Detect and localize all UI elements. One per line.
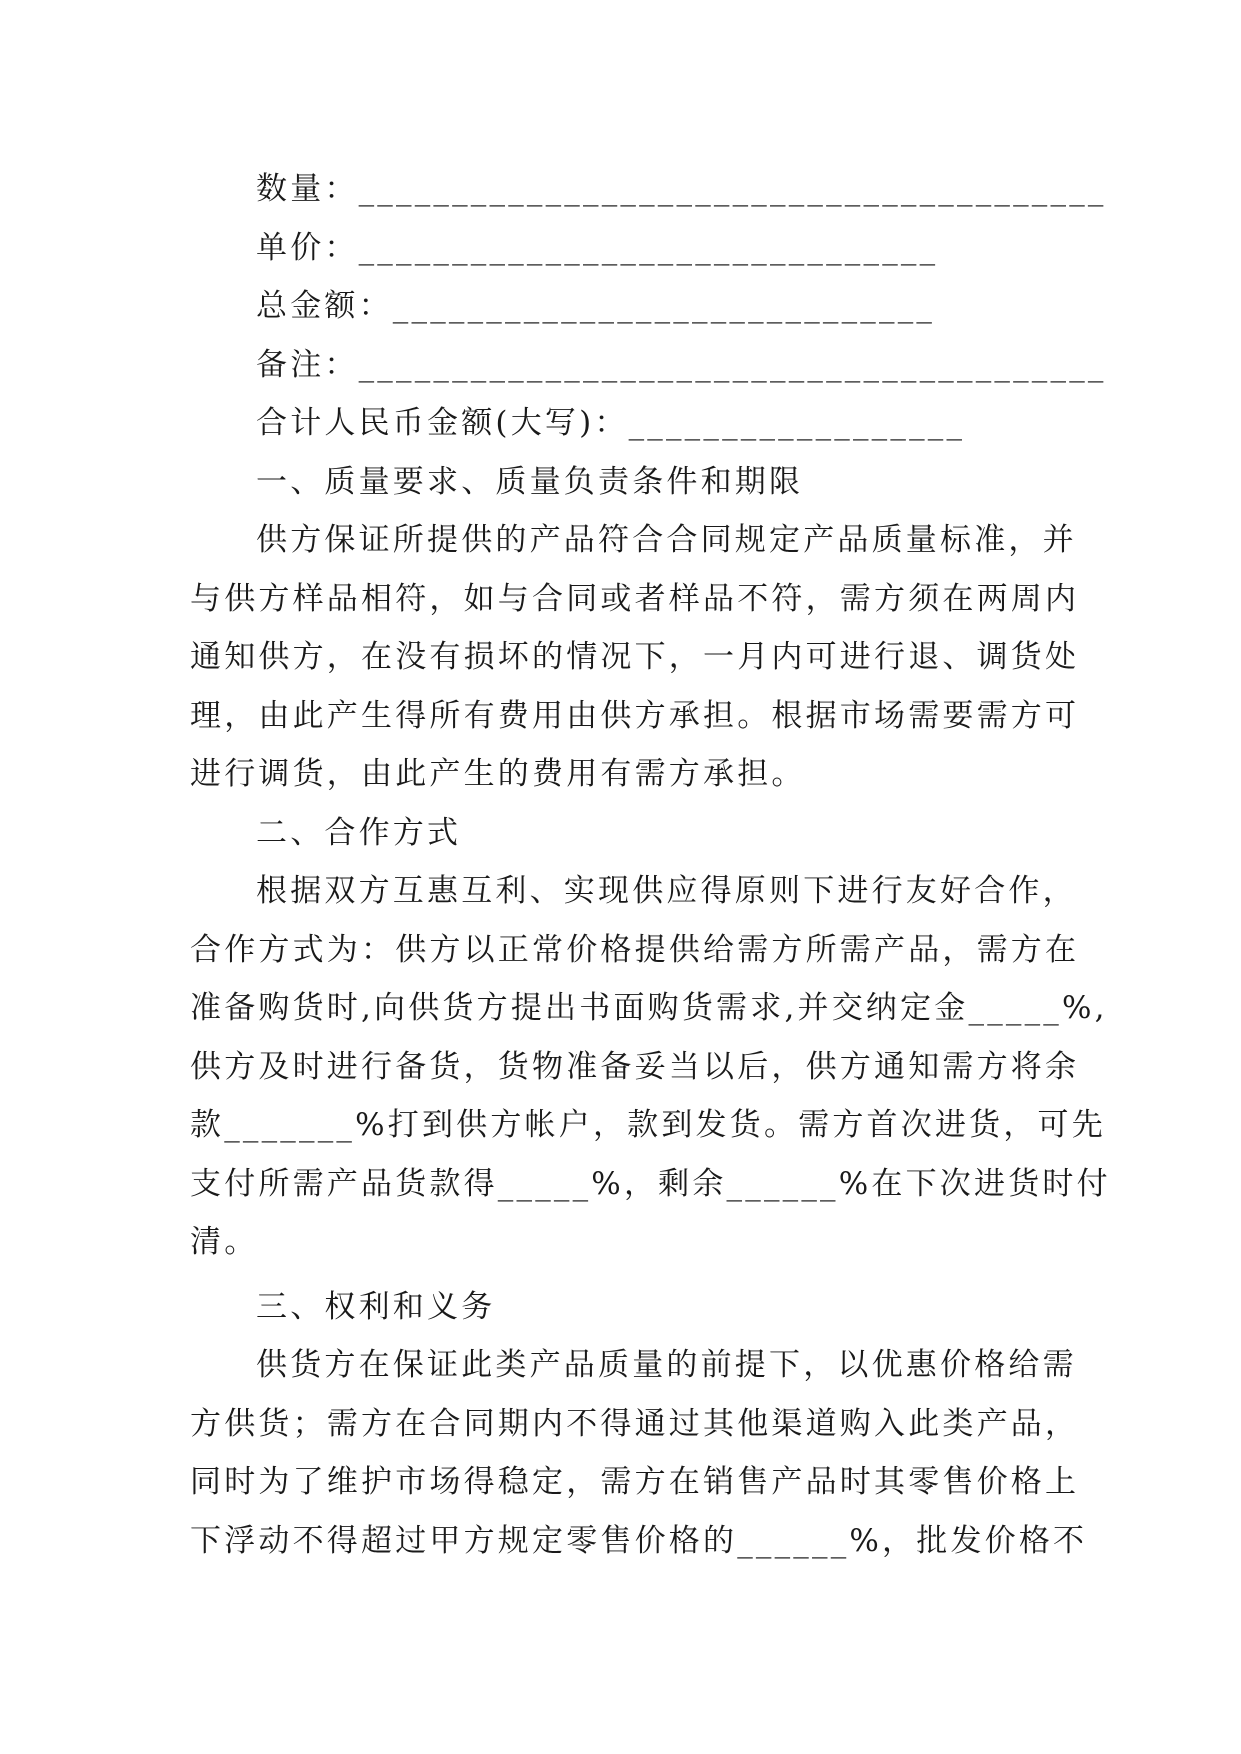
section3-paragraph	[190, 1336, 1088, 1570]
section3-line: 下浮动不得超过甲方规定零售价格的______%，批发价格不	[190, 1522, 1088, 1559]
field-remarks: 备注：________________________________________	[256, 346, 1107, 383]
section2-paragraph	[190, 862, 1111, 1272]
section1-line: 通知供方，在没有损坏的情况下，一月内可进行退、调货处	[190, 639, 1080, 675]
section2-line: 合作方式为：供方以正常价格提供给需方所需产品，需方在	[190, 931, 1080, 968]
section1-line: 供方保证所提供的产品符合合同规定产品质量标准，并	[256, 522, 1077, 558]
section2-line: 清。	[190, 1224, 259, 1260]
section1-line: 理，由此产生得所有费用由供方承担。根据市场需要需方可	[190, 697, 1080, 734]
section2-title: 二、合作方式	[256, 814, 462, 851]
section2-line: 准备购货时,向供货方提出书面购货需求,并交纳定金_____%,	[190, 990, 1108, 1026]
section3-line: 供货方在保证此类产品质量的前提下，以优惠价格给需	[256, 1347, 1077, 1383]
section3-line: 方供货；需方在合同期内不得通过其他渠道购入此类产品，	[190, 1405, 1080, 1442]
section2-line: 根据双方互惠互利、实现供应得原则下进行友好合作，	[256, 873, 1077, 909]
field-quantity: 数量：________________________________________	[256, 171, 1107, 207]
field-unit-price: 单价：_______________________________	[256, 229, 939, 266]
section1-line: 进行调货，由此产生的费用有需方承担。	[190, 756, 806, 792]
section1-line: 与供方样品相符，如与合同或者样品不符，需方须在两周内	[190, 580, 1080, 617]
field-total-amount: 总金额：_____________________________	[256, 288, 936, 324]
document-body	[190, 160, 1111, 1570]
section2-line: 供方及时进行备货，货物准备妥当以后，供方通知需方将余	[190, 1048, 1080, 1085]
section2-line: 支付所需产品货款得_____%，剩余______%在下次进货时付	[190, 1165, 1111, 1202]
section2-line: 款_______%打到供方帐户，款到发货。需方首次进货，可先	[190, 1107, 1106, 1143]
section3-line: 同时为了维护市场得稳定，需方在销售产品时其零售价格上	[190, 1464, 1080, 1500]
section3-title: 三、权利和义务	[256, 1288, 496, 1325]
section1-paragraph	[190, 511, 1080, 804]
field-total-rmb: 合计人民币金额(大写)：__________________	[256, 405, 966, 441]
section1-title: 一、质量要求、质量负责条件和期限	[256, 463, 804, 500]
